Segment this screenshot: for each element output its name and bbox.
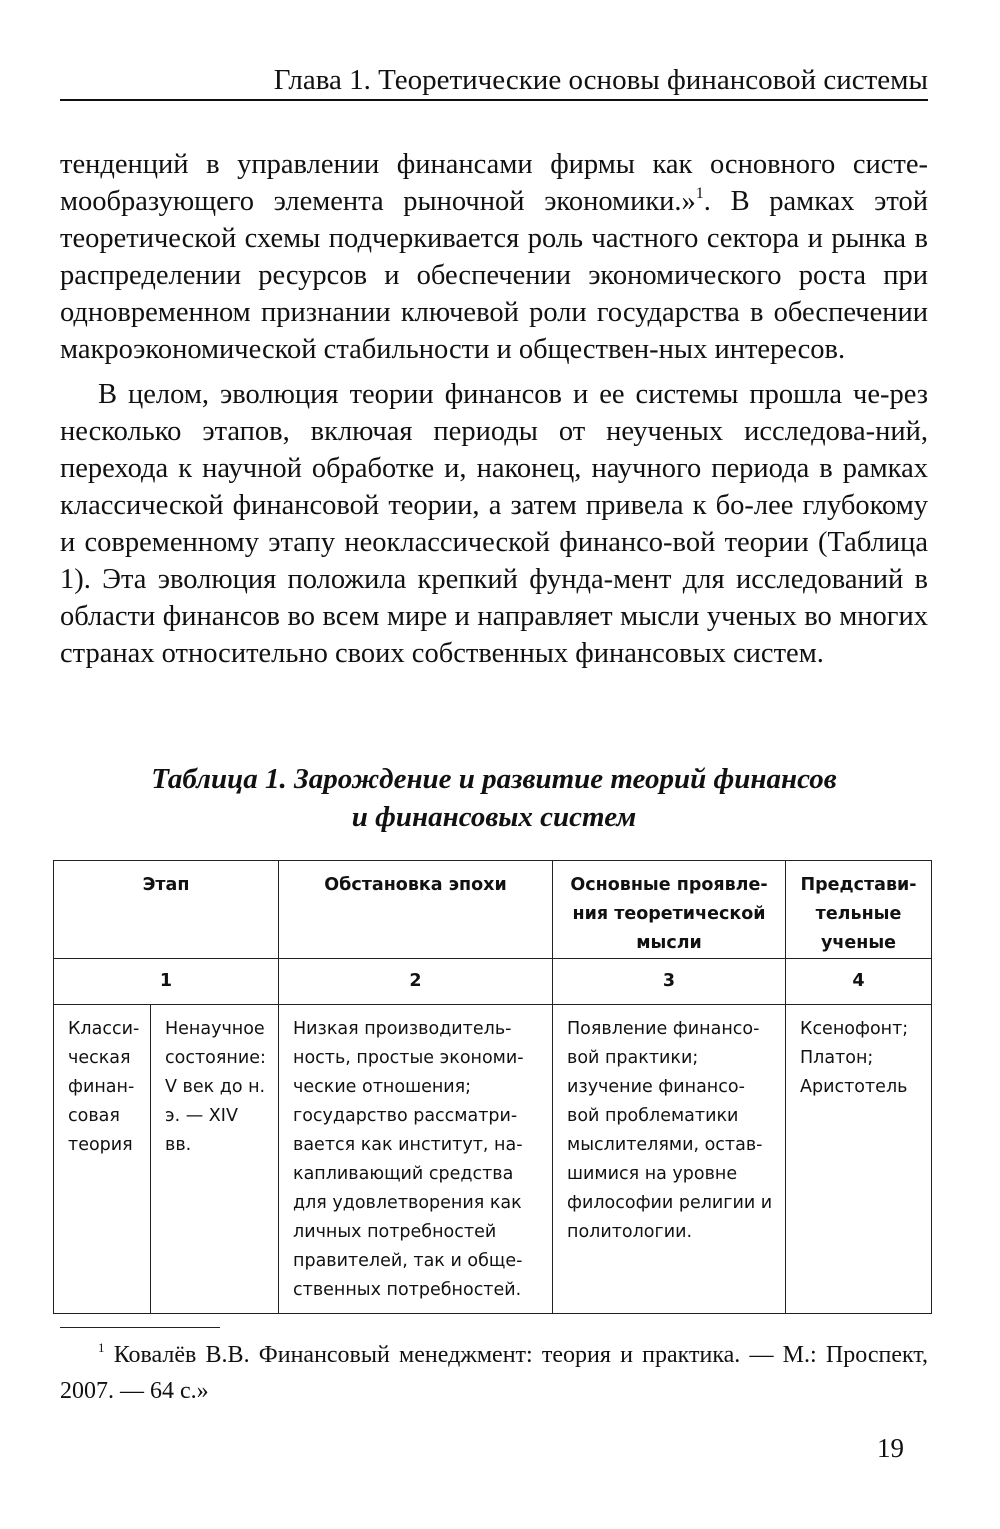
table-title: [60, 760, 928, 836]
cell-situation: Низкая производитель-ность, простые экономи-ческие отношения; государство рассматри-вается как институт, на-капливающий средства для удовлетворения как личных потребностей правителей, так и обще-ственных потребностей.: [279, 1005, 553, 1314]
footnote-mark: 1: [98, 1340, 105, 1355]
cell-scientists: Ксенофонт; Платон; Аристотель: [786, 1005, 932, 1314]
column-number: 1: [54, 959, 279, 1005]
paragraph-1-start: тенденций в управлении финансами фирмы как основного систе-мообразующего элемента рыночной экономики.»: [60, 149, 928, 217]
header-manifestations: Основные проявле-ния теоретической мысли: [553, 861, 786, 959]
paragraph-1-rest: . В рамках этой теоретической схемы подчеркивается роль частного сектора и рынка в распределении ресурсов и обеспечении экономического роста при одновременном признании ключевой роли государства в обеспечении макроэкономической стабильности и обществен-ных интересов.: [60, 186, 928, 365]
column-number: 4: [786, 959, 932, 1005]
table-number-row: [54, 959, 932, 1005]
paragraph-1: [60, 146, 928, 368]
running-header: Глава 1. Теоретические основы финансовой системы: [60, 62, 928, 101]
cell-stage: Класси-ческая финан-совая теория: [54, 1005, 151, 1314]
header-situation: Обстановка эпохи: [279, 861, 553, 959]
header-scientists: Представи-тельные ученые: [786, 861, 932, 959]
column-number: 3: [553, 959, 786, 1005]
footnote-divider: [60, 1327, 220, 1328]
cell-period: Ненаучное состояние: V век до н. э. — XIV вв.: [151, 1005, 279, 1314]
evolution-table: [53, 860, 932, 1314]
column-number: 2: [279, 959, 553, 1005]
paragraph-2: В целом, эволюция теории финансов и ее системы прошла че-рез несколько этапов, включая периоды от неученых исследова-ний, перехода к научной обработке и, наконец, научного периода в рамках классической финансовой теории, а затем привела к бо-лее глубокому и современному этапу неоклассической финансо-вой теории (Таблица 1). Эта эволюция положила крепкий фунда-мент для исследований в области финансов во всем мире и направляет мысли ученых во многих странах относительно своих собственных финансовых систем.: [60, 379, 928, 669]
table-title-line-1: Таблица 1. Зарождение и развитие теорий финансов: [151, 763, 837, 795]
table-title-line-2: и финансовых систем: [351, 801, 637, 833]
header-stage: Этап: [54, 861, 279, 959]
cell-manifestations: Появление финансо-вой практики; изучение финансо-вой проблематики мыслителями, остав-шимися на уровне философии религии и политологии.: [553, 1005, 786, 1314]
table-header-row: [54, 861, 932, 959]
footnote-reference: 1: [695, 185, 704, 202]
page-number: 19: [877, 1433, 904, 1463]
body-text: [60, 146, 928, 672]
footnote: [60, 1337, 928, 1409]
footnote-text: Ковалёв В.В. Финансовый менеджмент: теория и практика. — М.: Проспект, 2007. — 64 с.»: [60, 1342, 928, 1404]
table-row: [54, 1005, 932, 1314]
